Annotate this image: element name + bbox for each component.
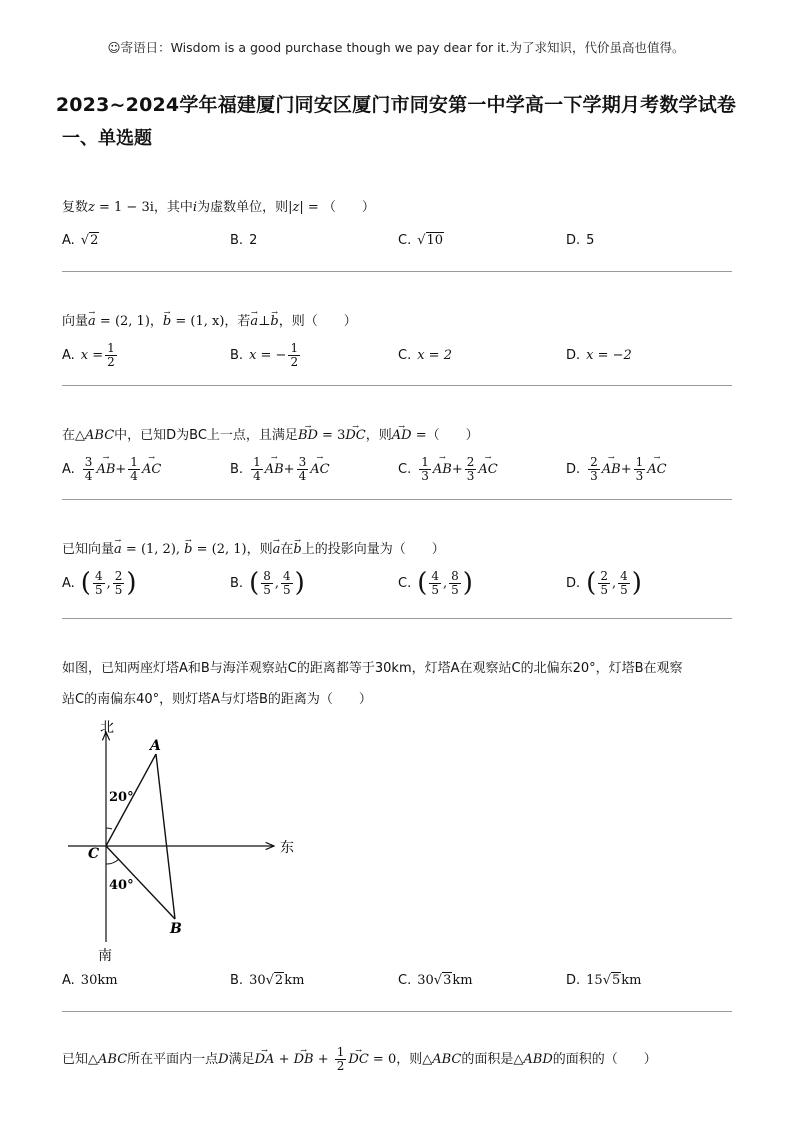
point-b-label: B	[170, 921, 182, 937]
question-6-stem: 已知△ABC所在平面内一点D满足DA → + DB → + $\frac{1}{2}$ DC → = 0，则△ABC的面积是△ABD的面积的（ ）	[62, 1046, 657, 1074]
option-d[interactable]: D. 15 √5 km	[566, 972, 642, 988]
option-c[interactable]: C. √10	[398, 232, 444, 248]
south-label: 南	[98, 948, 112, 964]
option-c[interactable]: C. 30 √3 km	[398, 972, 473, 988]
divider	[62, 1011, 732, 1012]
angle-arc-south	[106, 859, 119, 864]
option-a[interactable]: A. √2	[62, 232, 99, 248]
segment-ab	[156, 754, 175, 919]
question-2-stem: 向量a → = (2, 1)，b → = (1, x)，若a →⊥b →，则（ ）	[62, 313, 357, 331]
section-heading: 一、单选题	[62, 128, 152, 149]
question-3-options	[62, 451, 732, 487]
question-5-options	[62, 962, 732, 998]
option-d[interactable]: D. 5	[566, 232, 595, 248]
question-2-options	[62, 337, 732, 373]
option-c[interactable]: C. ( $\frac{4}{5}$ , $\frac{8}{5}$ )	[398, 568, 473, 598]
angle-20-label: 20°	[109, 790, 134, 805]
page-title: 2023~2024学年福建厦门同安区厦门市同安第一中学高一下学期月考数学试卷	[55, 94, 737, 116]
option-b[interactable]: B. 2	[230, 232, 258, 248]
option-d[interactable]: D. x = −2	[566, 347, 632, 363]
option-b[interactable]: B. ( $\frac{8}{5}$ , $\frac{4}{5}$ )	[230, 568, 305, 598]
divider	[62, 385, 732, 386]
question-1-stem: 复数z = 1 − 3i，其中i为虚数单位，则|z| = （ ）	[62, 200, 375, 215]
question-5-stem-line2: 站C的南偏东40°，则灯塔A与灯塔B的距离为（ ）	[62, 692, 372, 707]
option-b[interactable]: B. 30 √2 km	[230, 972, 305, 988]
option-a[interactable]: A. x = $\frac{1}{2}$	[62, 340, 115, 369]
angle-arc-north	[106, 828, 112, 829]
point-a-label: A	[150, 738, 161, 754]
question-4-options	[62, 565, 732, 601]
divider	[62, 271, 732, 272]
motto-line: ☺寄语日：Wisdom is a good purchase though we pay dear for it.为了求知识，代价虽高也值得。	[107, 40, 685, 55]
point-c-label: C	[88, 846, 100, 862]
option-b[interactable]: B. $\frac{1}{4}$ AB → + $\frac{3}{4}$ AC →	[230, 451, 330, 487]
option-c[interactable]: C. x = 2	[398, 347, 452, 363]
option-d[interactable]: D. $\frac{2}{3}$ AB → + $\frac{1}{3}$ AC →	[566, 451, 667, 487]
divider	[62, 618, 732, 619]
question-3-stem: 在△ABC中，已知D为BC上一点，且满足BD → = 3DC →，则AD → =（ ）	[62, 427, 479, 445]
option-a[interactable]: A. 30km	[62, 972, 118, 988]
question-5-stem-line1: 如图，已知两座灯塔A和B与海洋观察站C的距离都等于30km，灯塔A在观察站C的北偏东20°，灯塔B在观察	[62, 661, 683, 676]
question-1-options	[62, 222, 732, 258]
divider	[62, 499, 732, 500]
option-a[interactable]: A. ( $\frac{4}{5}$ , $\frac{2}{5}$ )	[62, 568, 137, 598]
option-b[interactable]: B. x = − $\frac{1}{2}$	[230, 340, 299, 369]
option-c[interactable]: C. $\frac{1}{3}$ AB → + $\frac{2}{3}$ AC →	[398, 451, 498, 487]
angle-40-label: 40°	[109, 878, 134, 893]
lighthouse-diagram	[62, 716, 302, 966]
east-label: 东	[280, 840, 294, 856]
question-4-stem: 已知向量a → = (1, 2), b → = (2, 1)，则a →在b →上的投影向量为（ ）	[62, 541, 445, 559]
north-label: 北	[100, 720, 114, 736]
option-d[interactable]: D. ( $\frac{2}{5}$ , $\frac{4}{5}$ )	[566, 568, 642, 598]
option-a[interactable]: A. $\frac{3}{4}$ AB → + $\frac{1}{4}$ AC →	[62, 451, 161, 487]
